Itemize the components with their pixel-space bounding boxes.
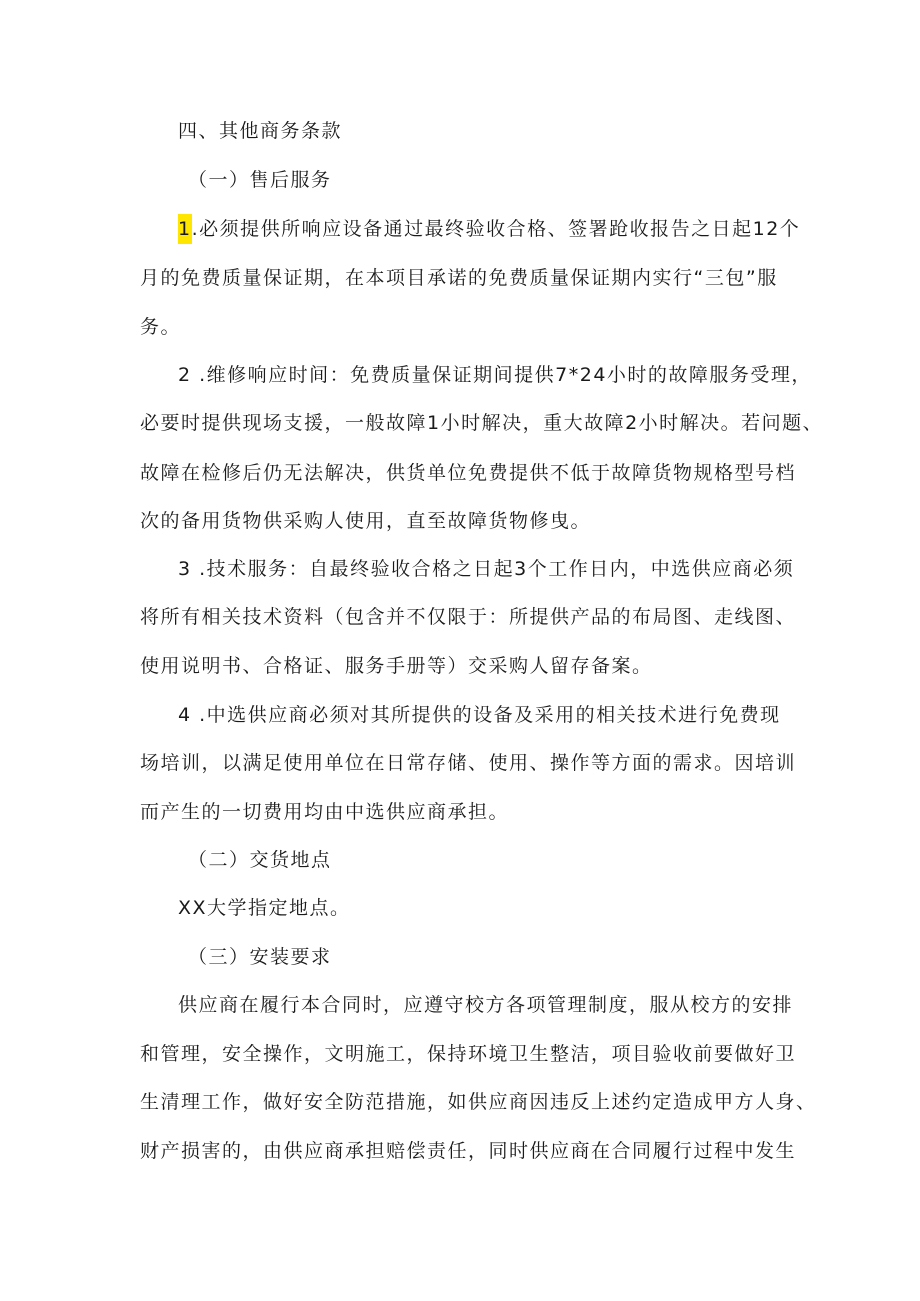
paragraph-item2-line2: 必要时提供现场支援，一般故障1小时解决，重大故障2小时解决。若问题、: [140, 412, 824, 434]
paragraph-delivery-location: XX大学指定地点。: [178, 897, 351, 919]
paragraph-item2-line1: 2 .维修响应时间：免费质量保证期间提供7*24小时的故障服务受理，: [178, 364, 812, 386]
paragraph-install-line2: 和管理，安全操作，文明施工，保持环境卫生整洁，项目验收前要做好卫: [140, 1043, 797, 1065]
paragraph-item2-line4: 次的备用货物供采购人使用，直至故障货物修曳。: [140, 510, 592, 532]
paragraph-install-line1: 供应商在履行本合同时，应遵守校方各项管理制度，服从校方的安排: [178, 994, 794, 1016]
paragraph-install-line4: 财产损害的，由供应商承担赔偿责任，同时供应商在合同履行过程中发生: [140, 1140, 797, 1162]
paragraph-item1-line1: [178, 215, 800, 243]
paragraph-item4-line1: 4 .中选供应商必须对其所提供的设备及采用的相关技术进行免费现: [178, 704, 781, 726]
paragraph-item1-line2: 月的免费质量保证期，在本项目承诺的免费质量保证期内实行“三包”服: [140, 267, 778, 289]
paragraph-item1-line3: 务。: [140, 316, 182, 338]
paragraph-item4-line2: 场培训，以满足使用单位在日常存储、使用、操作等方面的需求。因培训: [140, 752, 797, 774]
paragraph-item3-line1: 3 .技术服务：自最终验收合格之日起3个工作日内，中选供应商必须: [178, 558, 795, 580]
item1-line1-text: .必须提供所响应设备通过最终验收合格、签署跄收报告之日起12个: [191, 218, 801, 240]
subsection-heading-after-sales: （一）售后服务: [188, 169, 332, 191]
paragraph-item3-line2: 将所有相关技术资料（包含并不仅限于：所提供产品的布局图、走线图、: [140, 606, 797, 628]
paragraph-item4-line3: 而产生的一切费用均由中选供应商承担。: [140, 801, 510, 823]
paragraph-item2-line3: 故障在检修后仍无法解决，供货单位免费提供不低于故障货物规格型号档: [140, 462, 797, 484]
paragraph-item3-line3: 使用说明书、合格证、服务手册等）交采购人留存备案。: [140, 655, 653, 677]
highlight-marker: 1: [178, 214, 192, 244]
paragraph-install-line3: 生清理工作，做好安全防范措施，如供应商因违反上述约定造成甲方人身、: [140, 1091, 817, 1113]
subsection-heading-delivery: （二）交货地点: [188, 849, 332, 871]
subsection-heading-installation: （三）安装要求: [188, 946, 332, 968]
section-title: 四、其他商务条款: [178, 120, 343, 142]
